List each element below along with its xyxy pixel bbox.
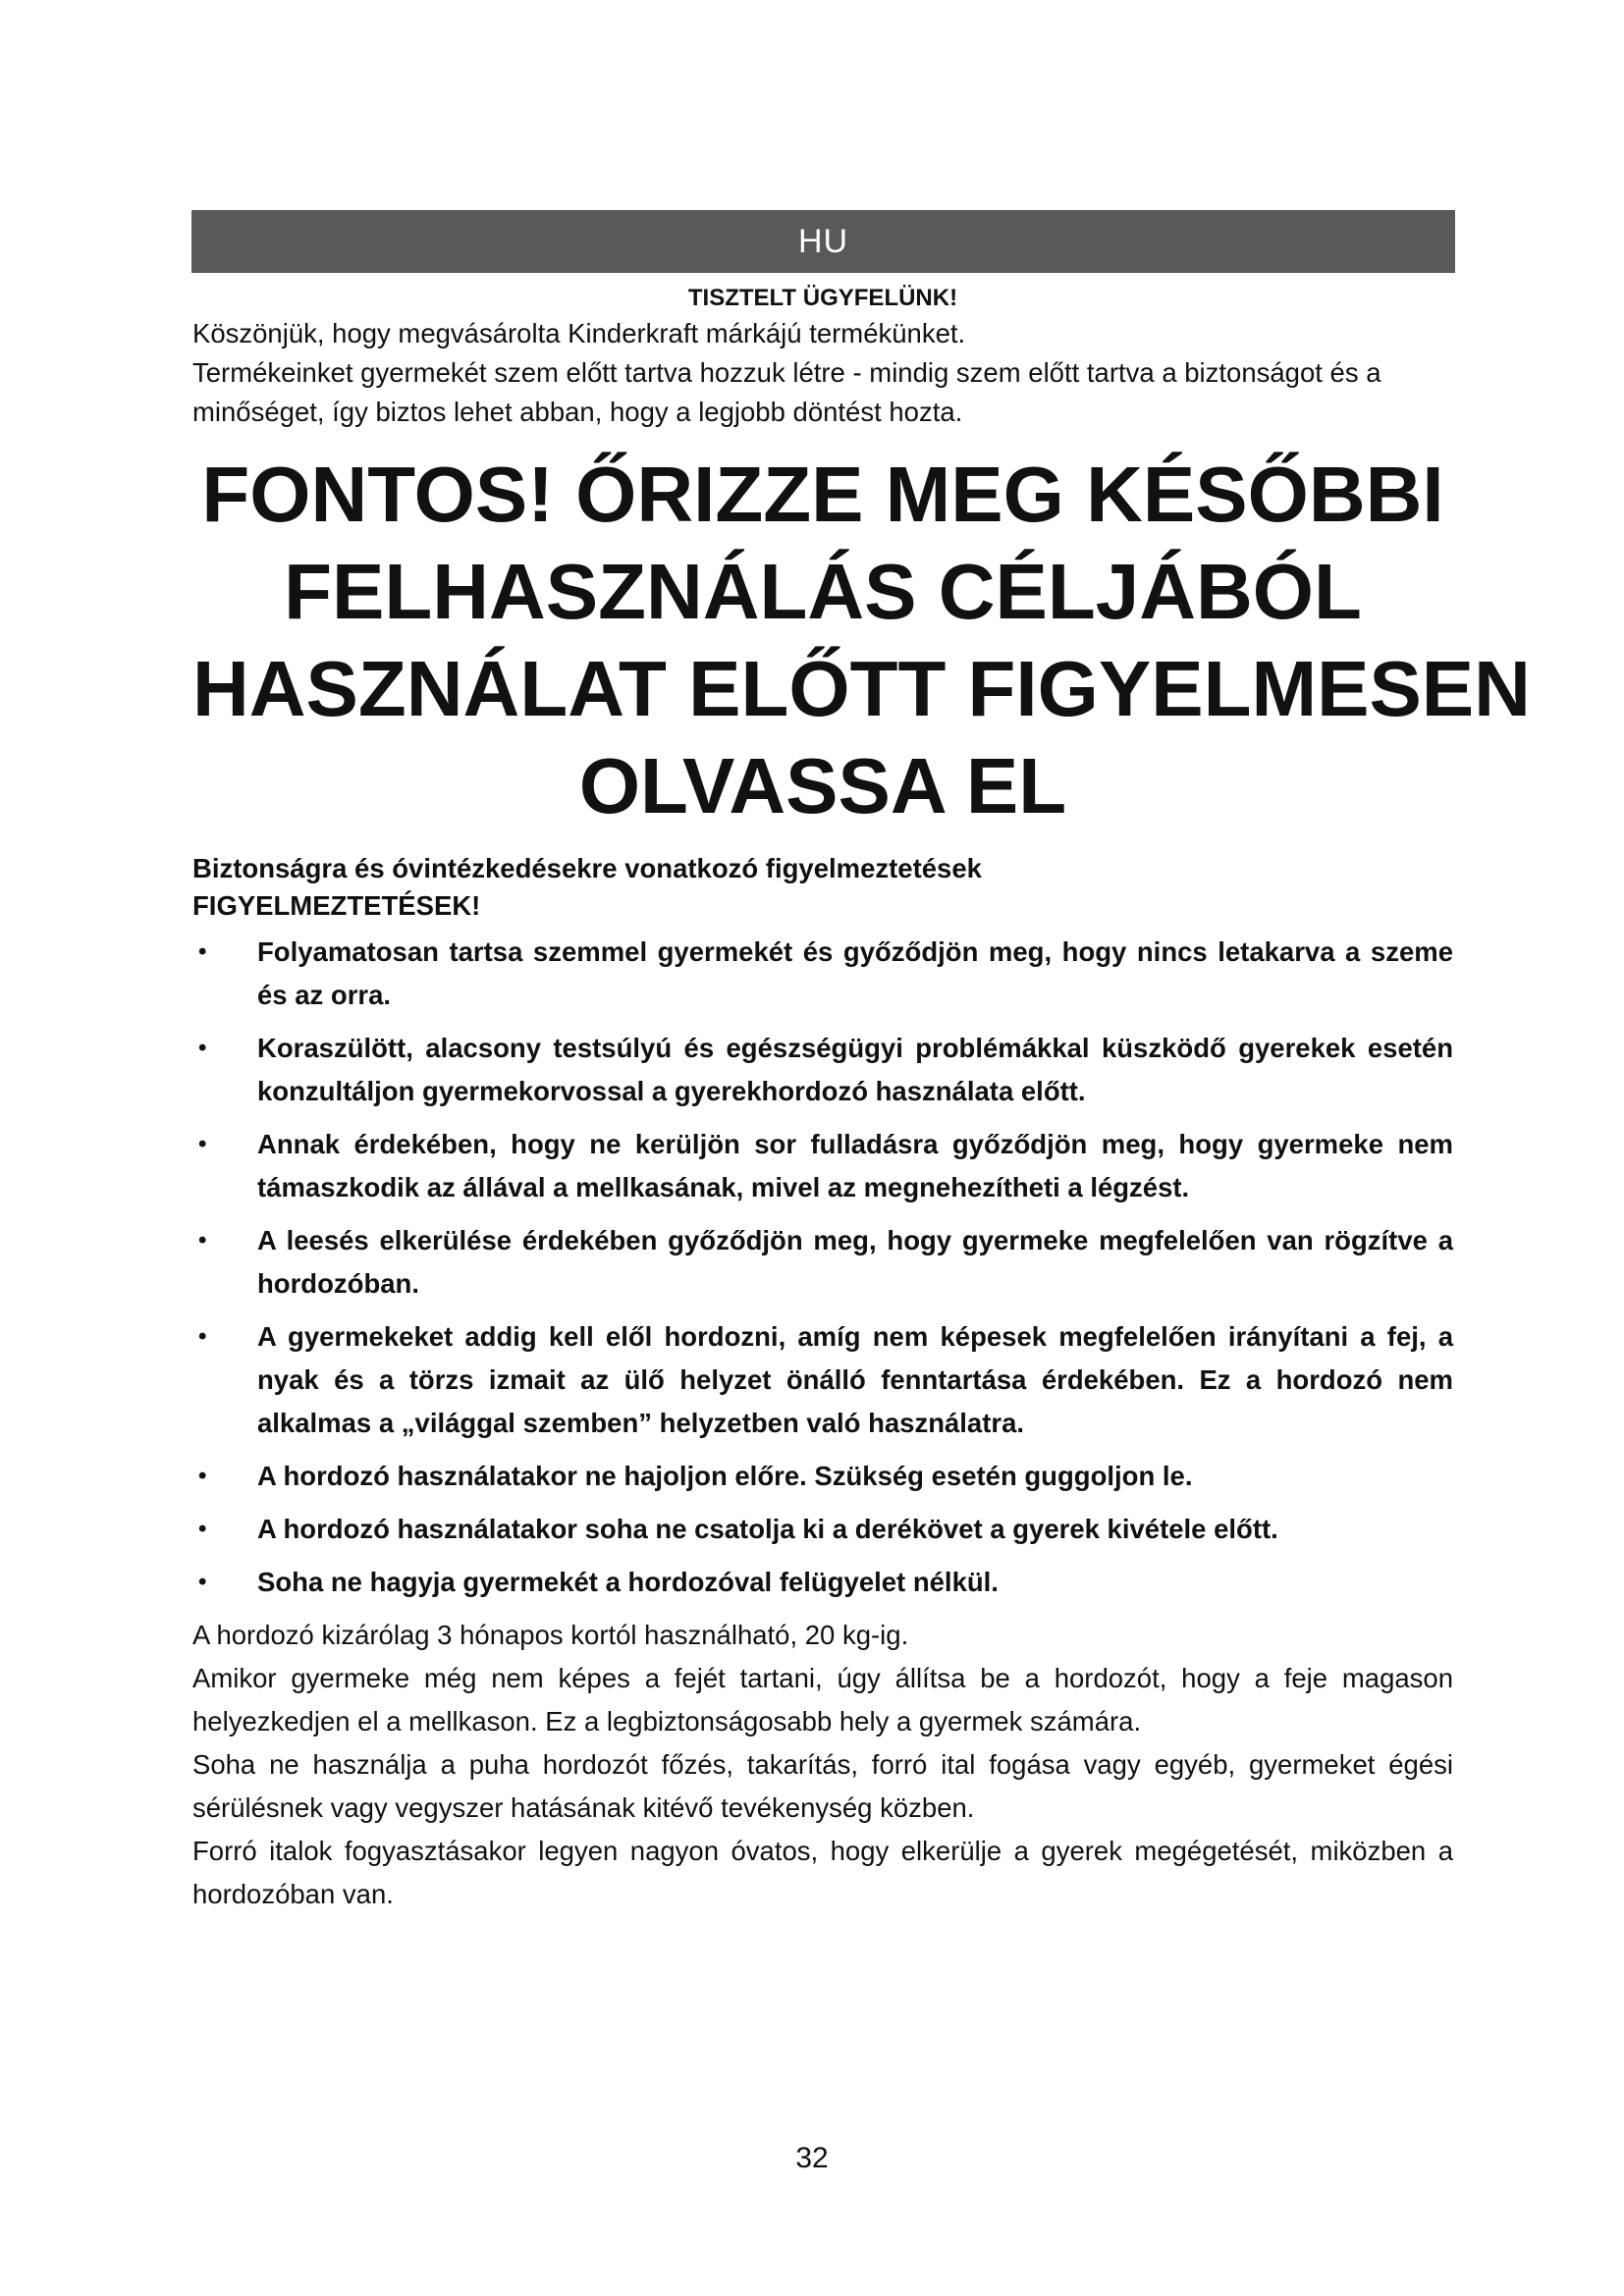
greeting-heading: TISZTELT ÜGYFELÜNK! [687, 285, 958, 311]
intro-thanks: Köszönjük, hogy megvásárolta Kinderkraft márkájú termékünket. [192, 318, 966, 348]
usage-cooking-warning: Soha ne használja a puha hordozót főzés, takarítás, forró ital fogása vagy egyéb, gyermeket égési sérülésnek vagy vegyszer hatásának kitévő tevékenység közben. [192, 1749, 1453, 1823]
language-header-bar [191, 210, 1455, 273]
usage-head-position: Amikor gyermeke még nem képes a fejét tartani, úgy állítsa be a hordozót, hogy a feje magason helyezkedjen el a mellkason. Ez a legbiztonságosabb hely a gyermek számára. [192, 1663, 1453, 1736]
language-code: HU [797, 223, 849, 260]
bullet-icon: • [198, 1035, 207, 1061]
headline-line-4: OLVASSA EL [578, 742, 1067, 829]
bullet-icon: • [198, 938, 207, 965]
safety-section-title: Biztonságra és óvintézkedésekre vonatkozó figyelmeztetések [192, 853, 982, 883]
warning-text: Koraszülött, alacsony testsúlyú és egészségügyi problémákkal küszködő gyerekek esetén konzultáljon gyermekorvossal a gyerekhordozó használata előtt. [257, 1033, 1453, 1106]
warning-item [192, 1123, 1453, 1209]
warning-text: A hordozó használatakor ne hajoljon előre. Szükség esetén guggoljon le. [257, 1461, 1193, 1491]
warning-item [192, 1455, 1453, 1498]
page-number: 32 [795, 2142, 829, 2174]
headline-line-1: FONTOS! ŐRIZZE MEG KÉSŐBBI [201, 451, 1444, 538]
warning-item [192, 1561, 1453, 1604]
intro-description: Termékeinket gyermekét szem előtt tartva hozzuk létre - mindig szem előtt tartva a biztonságot és a minőséget, így biztos lehet abban, hogy a legjobb döntést hozta. [192, 357, 1381, 427]
usage-hot-drinks-warning: Forró italok fogyasztásakor legyen nagyon óvatos, hogy elkerülje a gyerek megégetését, miközben a hordozóban van. [192, 1836, 1453, 1909]
important-headline [192, 446, 1531, 834]
bullet-icon: • [198, 1227, 207, 1254]
warning-item [192, 1508, 1453, 1551]
bullet-icon: • [198, 1463, 207, 1489]
warning-item [192, 1027, 1453, 1113]
headline-line-3: HASZNÁLAT ELŐTT FIGYELMESEN [192, 645, 1531, 732]
headline-line-2: FELHASZNÁLÁS CÉLJÁBÓL [284, 548, 1362, 635]
bullet-icon: • [198, 1516, 207, 1542]
warning-text: Folyamatosan tartsa szemmel gyermekét és győződjön meg, hogy nincs letakarva a szeme és az orra. [257, 936, 1453, 1010]
warning-text: A hordozó használatakor soha ne csatolja ki a derékövet a gyerek kivétele előtt. [257, 1514, 1278, 1544]
warning-text: Annak érdekében, hogy ne kerüljön sor fulladásra győződjön meg, hogy gyermeke nem támaszkodik az állával a mellkasának, mivel az megnehezítheti a légzést. [257, 1129, 1453, 1202]
bullet-icon: • [198, 1569, 207, 1595]
warning-text: A leesés elkerülése érdekében győződjön meg, hogy gyermeke megfelelően van rögzítve a hordozóban. [257, 1225, 1453, 1299]
warning-item [192, 1219, 1453, 1306]
usage-age-limit: A hordozó kizárólag 3 hónapos kortól használható, 20 kg-ig. [192, 1620, 909, 1650]
warning-text: A gyermekeket addig kell elől hordozni, amíg nem képesek megfelelően irányítani a fej, a nyak és a törzs izmait az ülő helyzet önálló fenntartása érdekében. Ez a hordozó nem alkalmas a „világgal szemben” helyzetben való használatra. [257, 1321, 1453, 1438]
bullet-icon: • [198, 1131, 207, 1157]
warnings-list [192, 931, 1453, 1604]
warnings-label: FIGYELMEZTETÉSEK! [192, 890, 481, 921]
warning-item [192, 1315, 1453, 1445]
warning-text: Soha ne hagyja gyermekét a hordozóval felügyelet nélkül. [257, 1567, 999, 1597]
manual-page [192, 210, 1531, 1916]
usage-notes [192, 1614, 1453, 1916]
warning-item [192, 931, 1453, 1017]
intro-section [192, 314, 1453, 432]
bullet-icon: • [198, 1323, 207, 1350]
